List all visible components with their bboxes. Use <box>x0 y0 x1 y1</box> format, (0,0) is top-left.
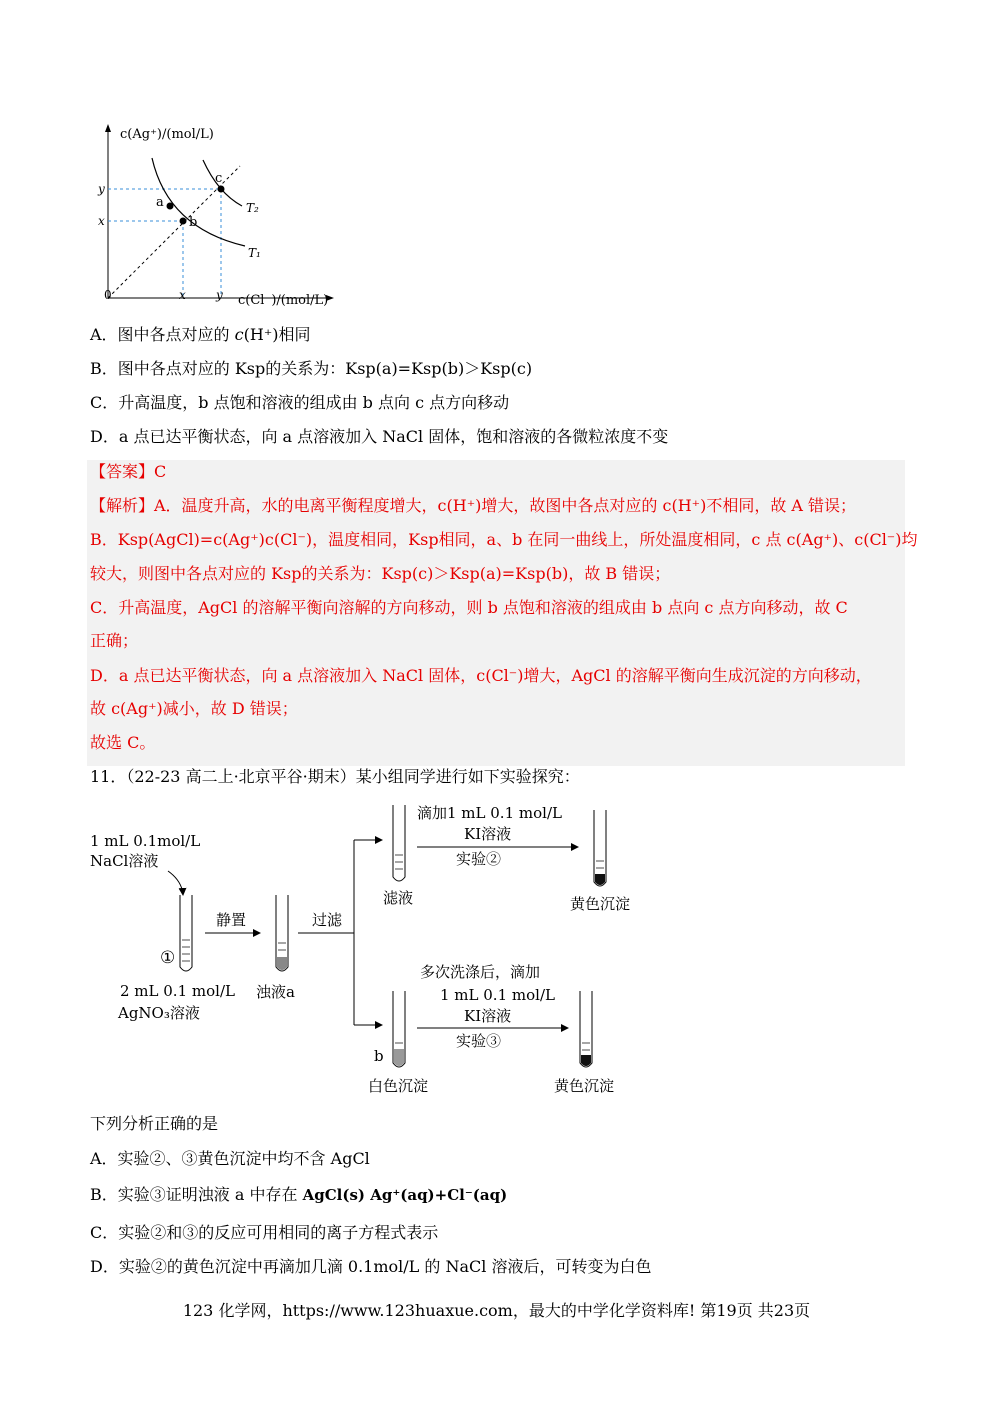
turbid-a-label: 浊液a <box>256 983 295 1001</box>
ki-bottom-label: KI溶液 <box>464 1007 512 1025</box>
q11-option-a: A．实验②、③黄色沉淀中均不含 AgCl <box>90 1149 370 1168</box>
analysis-line-7: 故 c(Ag⁺)减小，故 D 错误； <box>90 699 298 718</box>
x-axis-label: c(Cl⁻)/(mol/L) <box>238 293 329 308</box>
white-precip-label: 白色沉淀 <box>368 1077 429 1095</box>
yellow-precip-1-label: 黄色沉淀 <box>570 895 631 913</box>
y-tick-x: x <box>98 214 105 228</box>
q11-stem: 11．（22-23 高二上·北京平谷·期末）某小组同学进行如下实验探究： <box>90 767 580 786</box>
q10-option-b: B．图中各点对应的 Ksp的关系为：Ksp(a)=Ksp(b)＞Ksp(c) <box>90 359 533 378</box>
agno3-solution-label: AgNO₃溶液 <box>118 1004 200 1022</box>
analysis-line-6: D．a 点已达平衡状态，向 a 点溶液加入 NaCl 固体，c(Cl⁻)增大，AgCl 的溶解平衡向生成沉淀的方向移动， <box>90 666 872 685</box>
exp3-label: 实验③ <box>456 1032 502 1050</box>
filtrate-label: 滤液 <box>383 889 414 907</box>
analysis-line-8: 故选 C。 <box>90 733 156 752</box>
y-tick-y: y <box>98 182 105 196</box>
settle-label: 静置 <box>216 911 247 929</box>
experiment-diagram <box>80 795 660 1105</box>
curve-t1-label: T₁ <box>248 246 261 260</box>
answer-line: 【答案】C <box>90 462 167 481</box>
nacl-solution-label: NaCl溶液 <box>90 852 159 870</box>
x-tick-y: y <box>216 288 223 302</box>
analysis-line-1: 【解析】A．温度升高，水的电离平衡程度增大，c(H⁺)增大，故图中各点对应的 c(H⁺)不相同，故 A 错误； <box>90 496 857 515</box>
q11-option-b: B．实验③证明浊液 a 中存在 AgCl(s) Ag⁺(aq)+Cl⁻(aq) <box>90 1185 508 1204</box>
wash-label: 多次洗涤后，滴加 <box>420 963 541 981</box>
q10-option-c: C．升高温度，b 点饱和溶液的组成由 b 点向 c 点方向移动 <box>90 393 510 412</box>
q11-prompt: 下列分析正确的是 <box>90 1114 219 1133</box>
circle-1-label: ① <box>160 948 176 968</box>
point-b-label: b <box>189 215 198 230</box>
equilibrium-equation: AgCl(s) Ag⁺(aq)+Cl⁻(aq) <box>302 1186 508 1204</box>
curve-t2-label: T₂ <box>246 201 259 215</box>
nacl-amount-label: 1 mL 0.1mol/L <box>90 832 201 850</box>
ksp-graph <box>90 118 350 313</box>
point-a-label: a <box>156 195 164 210</box>
point-c-label: c <box>215 171 223 186</box>
analysis-line-3: 较大，则图中各点对应的 Ksp的关系为：Ksp(c)＞Ksp(a)=Ksp(b)，故 B 错误； <box>90 564 671 583</box>
ki-amount-bottom-label: 1 mL 0.1 mol/L <box>440 986 555 1004</box>
y-axis-label: c(Ag⁺)/(mol/L) <box>120 127 214 142</box>
yellow-precip-2-label: 黄色沉淀 <box>554 1077 615 1095</box>
q11-option-c: C．实验②和③的反应可用相同的离子方程式表示 <box>90 1223 439 1242</box>
q10-option-d: D．a 点已达平衡状态，向 a 点溶液加入 NaCl 固体，饱和溶液的各微粒浓度不变 <box>90 427 669 446</box>
b-label: b <box>374 1047 384 1065</box>
analysis-line-5: 正确； <box>90 631 139 650</box>
q10-option-a: A．图中各点对应的 c(H⁺)相同 <box>90 325 311 344</box>
q11-option-d: D．实验②的黄色沉淀中再滴加几滴 0.1mol/L 的 NaCl 溶液后，可转变为白色 <box>90 1257 652 1276</box>
analysis-line-4: C．升高温度，AgCl 的溶解平衡向溶解的方向移动，则 b 点饱和溶液的组成由 b 点向 c 点方向移动，故 C <box>90 598 848 617</box>
ki-top-label: KI溶液 <box>464 825 512 843</box>
filter-label: 过滤 <box>312 911 343 929</box>
analysis-line-2: B．Ksp(AgCl)=c(Ag⁺)c(Cl⁻)，温度相同，Ksp相同，a、b 在同一曲线上，所处温度相同，c 点 c(Ag⁺)、c(Cl⁻)均 <box>90 530 918 549</box>
page-footer: 123 化学网，https://www.123huaxue.com，最大的中学化学资料库! 第19页 共23页 <box>182 1301 811 1320</box>
ki-amount-top-label: 滴加1 mL 0.1 mol/L <box>417 804 562 822</box>
x-tick-x: x <box>179 288 186 302</box>
exp2-label: 实验② <box>456 850 502 868</box>
agno3-amount-label: 2 mL 0.1 mol/L <box>120 982 235 1000</box>
origin-label: 0 <box>104 288 112 302</box>
